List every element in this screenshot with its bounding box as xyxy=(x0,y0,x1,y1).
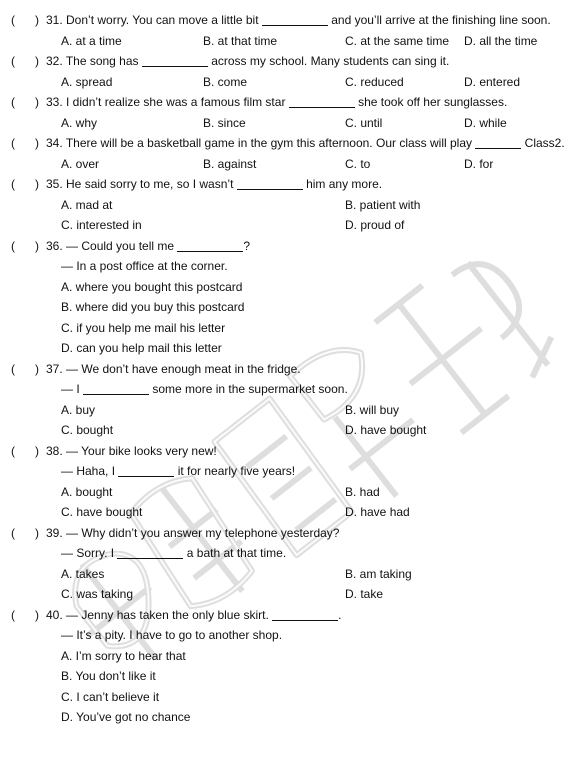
option-d[interactable]: D. all the time xyxy=(464,33,538,48)
paren-right: ) xyxy=(35,13,39,27)
answer-blank[interactable] xyxy=(117,545,183,559)
question-stem xyxy=(46,359,301,379)
question-stem xyxy=(46,605,341,625)
option-b[interactable]: B. am taking xyxy=(345,566,412,581)
question-stem xyxy=(46,51,449,71)
question-number: 37. xyxy=(46,361,67,376)
question-number: 32. xyxy=(46,54,66,68)
paren-right: ) xyxy=(35,238,39,253)
paren-right: ) xyxy=(35,361,39,376)
option-b[interactable]: B. You don’t like it xyxy=(61,669,156,683)
question-number: 31. xyxy=(46,13,67,27)
option-c[interactable]: C. if you help me mail his letter xyxy=(61,320,226,335)
stem-text: — Why didn’t you answer my telephone yesterday? xyxy=(66,525,340,540)
option-b[interactable]: B. where did you buy this postcard xyxy=(61,300,245,314)
paren-right: ) xyxy=(35,443,39,458)
option-b[interactable]: B. against xyxy=(203,156,257,171)
option-b[interactable]: B. since xyxy=(203,115,246,130)
paren-left: ( xyxy=(11,238,15,253)
reply-text: some more in the supermarket soon. xyxy=(149,382,348,396)
reply-text: — Sorry. I xyxy=(61,546,118,560)
stem-text: — Could you tell me xyxy=(66,238,178,253)
reply-text-line xyxy=(61,543,286,563)
option-c[interactable]: C. until xyxy=(345,115,383,130)
option-a[interactable]: A. why xyxy=(61,115,98,130)
paren-right: ) xyxy=(35,607,39,622)
stem-text: she took off her sunglasses. xyxy=(354,95,508,109)
option-c[interactable]: C. to xyxy=(345,156,371,171)
option-a[interactable]: A. over xyxy=(61,156,100,171)
option-d[interactable]: D. have bought xyxy=(345,423,427,437)
question-number: 34. xyxy=(46,136,66,150)
paren-right: ) xyxy=(35,136,39,150)
paren-left: ( xyxy=(11,443,15,458)
reply-text-line xyxy=(61,461,295,481)
option-b[interactable]: B. will buy xyxy=(345,402,400,417)
paren-left: ( xyxy=(11,361,15,376)
paren-left: ( xyxy=(11,177,15,191)
question-stem xyxy=(46,441,217,461)
question-stem xyxy=(46,236,250,256)
stem-text: and you’ll arrive at the finishing line soon. xyxy=(327,13,551,27)
option-a[interactable]: A. I’m sorry to hear that xyxy=(61,648,186,663)
stem-text: Don’t worry. You can move a little bit xyxy=(66,13,262,27)
option-c[interactable]: C. I can’t believe it xyxy=(61,689,160,704)
option-d[interactable]: D. for xyxy=(464,156,494,171)
question-number: 33. xyxy=(46,95,67,109)
paren-left: ( xyxy=(11,607,15,622)
answer-blank[interactable] xyxy=(83,381,149,395)
option-a[interactable]: A. bought xyxy=(61,484,113,499)
question-stem xyxy=(46,133,565,153)
option-a[interactable]: A. mad at xyxy=(61,197,113,212)
option-a[interactable]: A. buy xyxy=(61,402,96,417)
question-number: 39. xyxy=(46,525,67,540)
stem-text: I didn’t realize she was a famous film star xyxy=(66,95,289,109)
paren-left: ( xyxy=(11,54,15,68)
reply-text: — I xyxy=(61,382,84,396)
answer-blank[interactable] xyxy=(237,176,303,190)
reply-text-line xyxy=(61,256,228,276)
paren-left: ( xyxy=(11,136,15,150)
option-d[interactable]: D. entered xyxy=(464,74,521,89)
stem-text: There will be a basketball game in the gym this afternoon. Our class will play xyxy=(65,136,476,150)
reply-text-line xyxy=(61,379,348,399)
question-stem xyxy=(46,174,382,194)
answer-blank[interactable] xyxy=(142,53,208,67)
option-a[interactable]: A. at a time xyxy=(61,33,122,48)
option-c[interactable]: C. bought xyxy=(61,423,114,437)
option-a[interactable]: A. spread xyxy=(61,74,113,89)
stem-text: — Jenny has taken the only blue skirt. xyxy=(66,607,273,622)
paren-left: ( xyxy=(11,95,15,109)
question-number: 38. xyxy=(46,443,67,458)
paren-left: ( xyxy=(11,13,15,27)
answer-blank[interactable] xyxy=(272,607,338,621)
reply-text: — In a post office at the corner. xyxy=(61,259,228,273)
answer-blank[interactable] xyxy=(177,238,243,252)
option-b[interactable]: B. patient with xyxy=(345,197,421,212)
option-d[interactable]: D. You’ve got no chance xyxy=(61,710,191,724)
stem-text: The song has xyxy=(65,54,142,68)
option-a[interactable]: A. where you bought this postcard xyxy=(61,279,243,294)
question-stem xyxy=(46,92,507,112)
stem-text: — Your bike looks very new! xyxy=(66,443,217,458)
option-b[interactable]: B. come xyxy=(203,74,248,89)
stem-text: Class2. xyxy=(521,136,565,150)
paren-left: ( xyxy=(11,525,15,540)
option-d[interactable]: D. proud of xyxy=(345,218,405,232)
reply-text-line xyxy=(61,625,282,645)
paren-right: ) xyxy=(35,95,39,109)
question-number: 35. xyxy=(46,177,67,191)
answer-blank[interactable] xyxy=(289,94,355,108)
option-c[interactable]: C. was taking xyxy=(61,587,134,601)
option-d[interactable]: D. while xyxy=(464,115,507,130)
option-b[interactable]: B. had xyxy=(345,484,380,499)
option-c[interactable]: C. have bought xyxy=(61,505,143,519)
answer-blank[interactable] xyxy=(118,463,174,477)
option-d[interactable]: D. can you help mail this letter xyxy=(61,341,222,355)
stem-text: . xyxy=(338,607,342,622)
stem-text: him any more. xyxy=(302,177,383,191)
reply-text: a bath at that time. xyxy=(183,546,287,560)
question-stem xyxy=(46,10,551,30)
question-number: 36. xyxy=(46,238,67,253)
stem-text: — We don’t have enough meat in the fridge. xyxy=(66,361,301,376)
stem-text: across my school. Many students can sing it. xyxy=(207,54,450,68)
stem-text: He said sorry to me, so I wasn’t xyxy=(66,177,237,191)
option-c[interactable]: C. interested in xyxy=(61,218,142,232)
stem-text: ? xyxy=(243,238,251,253)
answer-blank[interactable] xyxy=(262,12,328,26)
reply-text: — Haha, I xyxy=(61,464,119,478)
option-d[interactable]: D. have had xyxy=(345,505,410,519)
paren-right: ) xyxy=(35,54,39,68)
option-d[interactable]: D. take xyxy=(345,587,384,601)
option-c[interactable]: C. reduced xyxy=(345,74,404,89)
option-c[interactable]: C. at the same time xyxy=(345,33,450,48)
question-stem xyxy=(46,523,339,543)
option-a[interactable]: A. takes xyxy=(61,566,105,581)
reply-text: it for nearly five years! xyxy=(174,464,296,478)
paren-right: ) xyxy=(35,525,39,540)
answer-blank[interactable] xyxy=(475,135,521,149)
question-number: 40. xyxy=(46,607,67,622)
reply-text: — It’s a pity. I have to go to another shop. xyxy=(61,628,283,642)
option-b[interactable]: B. at that time xyxy=(203,33,278,48)
paren-right: ) xyxy=(35,177,39,191)
